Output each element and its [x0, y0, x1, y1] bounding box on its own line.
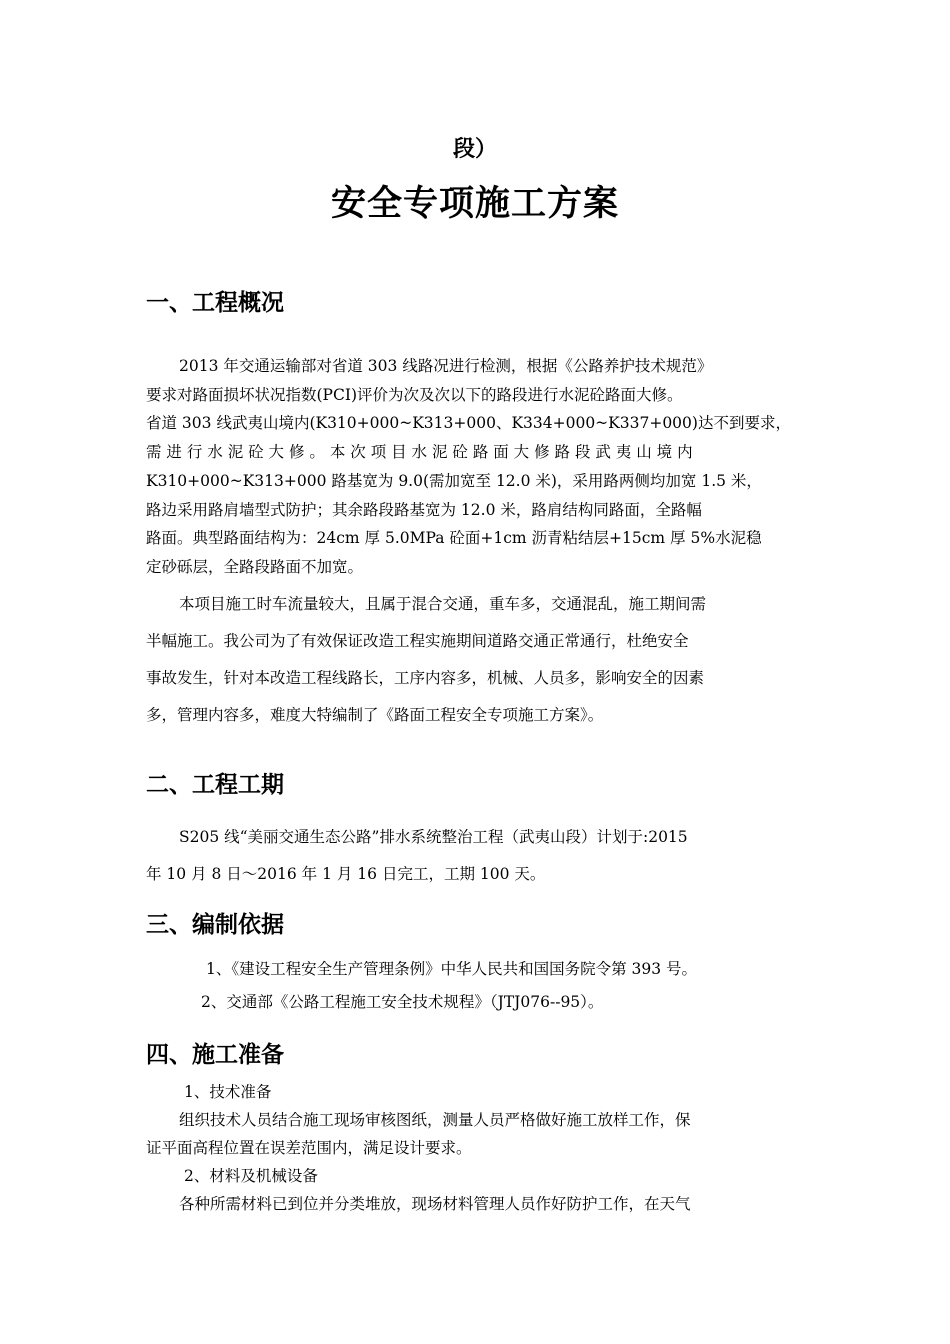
section-heading-preparation: 四、施工准备 [146, 1042, 284, 1068]
paragraph-overview-1 [146, 352, 806, 582]
text-line: 省道 303 线武夷山境内(K310+000~K313+000、K334+000~K337+000)达不到要求， [146, 414, 791, 433]
paragraph-preparation [146, 1078, 806, 1218]
document-subtitle: 段） [452, 137, 497, 162]
section-heading-basis: 三、编制依据 [146, 912, 284, 938]
list-item: 2、交通部《公路工程施工安全技术规程》（JTJ076--95）。 [201, 993, 604, 1011]
subheading-materials: 2、材料及机械设备 [184, 1167, 318, 1185]
text-line: 多，管理内容多，难度大特编制了《路面工程安全专项施工方案》。 [146, 706, 604, 724]
paragraph-overview-2 [146, 586, 806, 734]
text-line: 路边采用路肩墙型式防护；其余路段路基宽为 12.0 米，路肩结构同路面，全路幅 [146, 500, 702, 519]
text-line: 年 10 月 8 日～2016 年 1 月 16 日完工，工期 100 天。 [146, 865, 546, 883]
text-line: 半幅施工。我公司为了有效保证改造工程实施期间道路交通正常通行，杜绝安全 [146, 632, 689, 650]
text-line: K310+000~K313+000 路基宽为 9.0(需加宽至 12.0 米)，采用路两侧均加宽 1.5 米， [146, 471, 762, 490]
text-line: 定砂砾层，全路段路面不加宽。 [146, 557, 364, 576]
section-heading-schedule: 二、工程工期 [146, 772, 284, 798]
text-line: 2013 年交通运输部对省道 303 线路况进行检测，根据《公路养护技术规范》 [179, 357, 713, 375]
paragraph-schedule [146, 819, 806, 893]
text-line: 各种所需材料已到位并分类堆放，现场材料管理人员作好防护工作，在天气 [179, 1195, 691, 1213]
section-heading-overview: 一、工程概况 [146, 290, 284, 316]
text-line: 要求对路面损坏状况指数(PCI)评价为次及次以下的路段进行水泥砼路面大修。 [146, 385, 683, 404]
list-item: 1、《建设工程安全生产管理条例》中华人民共和国国务院令第 393 号。 [206, 960, 698, 978]
document-title: 安全专项施工方案 [330, 184, 619, 224]
text-line: 需 进 行 水 泥 砼 大 修 。 本 次 项 目 水 泥 砼 路 面 大 修 路 段 武 夷 山 境 内 [146, 443, 693, 462]
text-line: 事故发生，针对本改造工程线路长，工序内容多，机械、人员多，影响安全的因素 [146, 669, 705, 687]
list-basis [146, 953, 806, 1019]
text-line: 路面。典型路面结构为：24cm 厚 5.0MPa 砼面+1cm 沥青粘结层+15cm 厚 5%水泥稳 [146, 529, 762, 548]
subheading-technical: 1、技术准备 [184, 1083, 272, 1101]
text-line: 组织技术人员结合施工现场审核图纸，测量人员严格做好施工放样工作，保 [179, 1111, 691, 1129]
text-line: S205 线“美丽交通生态公路”排水系统整治工程（武夷山段）计划于:2015 [179, 828, 688, 846]
text-line: 证平面高程位置在误差范围内，满足设计要求。 [146, 1139, 472, 1157]
text-line: 本项目施工时车流量较大，且属于混合交通，重车多，交通混乱，施工期间需 [179, 595, 707, 613]
